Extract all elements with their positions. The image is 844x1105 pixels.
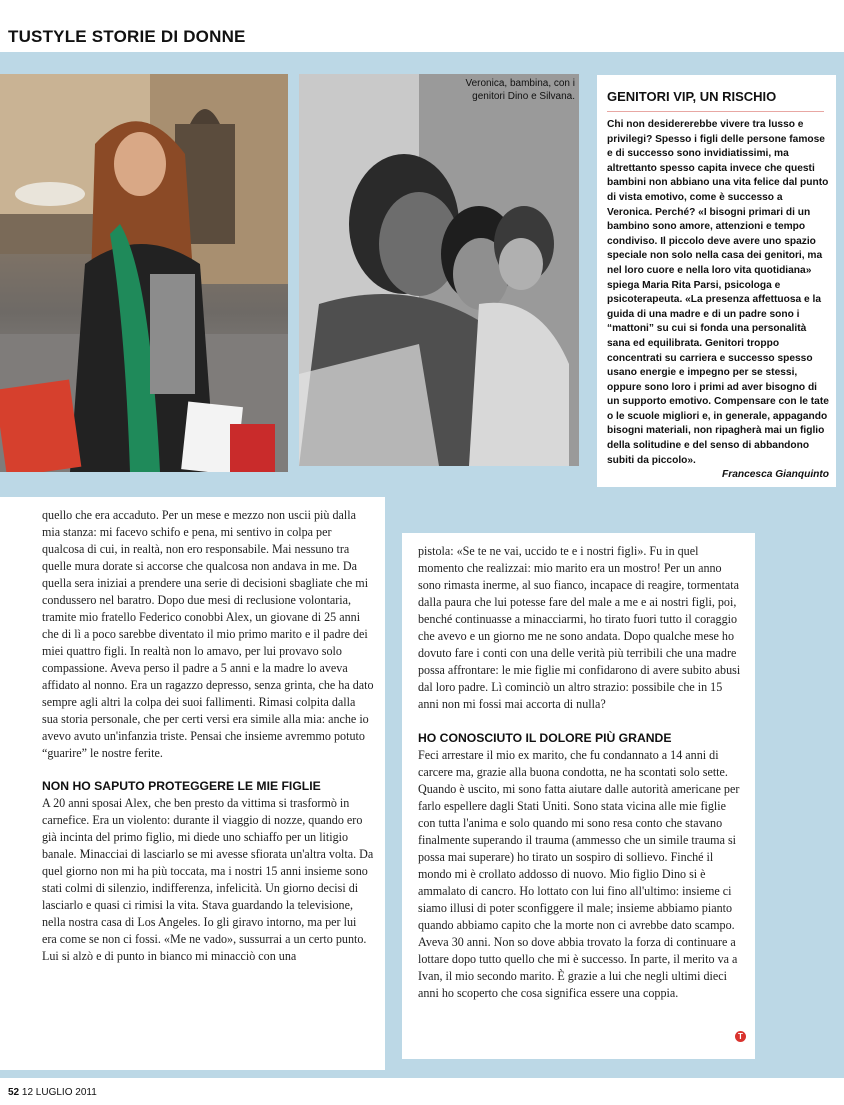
page-number: 52 [8, 1087, 20, 1098]
article-subheading: HO CONOSCIUTO IL DOLORE PIÙ GRANDE [418, 731, 672, 745]
background-panel-bottom-strip [0, 1070, 844, 1078]
sidebar-author: Francesca Gianquinto [722, 469, 829, 481]
article-paragraph: A 20 anni sposai Alex, che ben presto da vittima si trasformò in carnefice. Era un violento: durante il viaggio di nozze, quando ero già incinta del primo figlio, mi diede uno schiaffo per un litigio banale. Minacciai di lasciarlo se mi avesse sfiorata un'altra volta. Da quel giorno non mi ha più toccata, ma i nostri 15 anni insieme sono stati colmi di silenzio, indifferenza, infelicità. Un giorno decisi di lasciarlo e quasi ci rimisi la vita. Stava guardando la televisione, nella nostra casa di Los Angeles. Io gli giravo intorno, ma per lui era come se non ci fossi. «Me ne vado», sussurrai a un certo punto. Lui si alzò e di punto in bianco mi minacciò con una [42, 796, 374, 963]
photo-caption: Veronica, bambina, con i genitori Dino e Silvana. [465, 78, 575, 102]
sidebar-title: GENITORI VIP, UN RISCHIO [607, 89, 777, 104]
photo-family-bw-illustration [299, 74, 579, 466]
article-column-right [402, 533, 755, 1059]
photo-woman-shopping-illustration [0, 74, 288, 472]
article-paragraph: Feci arrestare il mio ex marito, che fu condannato a 14 anni di carcere ma, grazie alla buona condotta, ne ha scontati solo sette. Quando è uscito, mi sono fatta aiutare dalle autorità americane per farlo espellere dagli Stati Uniti. Sono stata vicina alle mie figlie con tutta l'anima e solo quando mi sono resa conto che stavano finalmente superando il trauma (ammesso che un simile trauma si possa mai superare) ho tirato un sospiro di sollievo. Finché il mondo mi è crollato addosso di nuovo. Mio figlio Dino si è ammalato di cancro. Ho lottato con lui fino all'ultimo: insieme ci siamo illusi di poter sconfiggere il male; insieme abbiamo pianto quando abbiamo capito che la morte non ci avrebbe dato scampo. Aveva 30 anni. Non so dove abbia trovato la forza di continuare a lottare dopo tutto quello che mi è successo. In parte, il merito va a Ivan, il mio secondo marito. È grazie a lui che negli ultimi dieci anni ho scoperto che cosa significa essere una coppia. [418, 748, 740, 1000]
page-footer [8, 1087, 97, 1098]
sidebar-text: Chi non desidererebbe vivere tra lusso e privilegi? Spesso i figli delle persone famose e di successo sono invidiatissimi, ma altrettanto spesso capita invece che questi bambini non abbiano una vita felice dal punto di vista emotivo, come è successo a Veronica. Perché? «I bisogni primari di un bambino sono amore, attenzioni e tempo condiviso. Il piccolo deve avere uno spazio speciale non solo nella casa dei genitori, ma nel loro cuore e nella loro vita quotidiana» spiega Maria Rita Parsi, psicologa e psicoterapeuta. «La presenza affettuosa e la guida di una madre e di un padre sono i “mattoni” su cui si fonda una personalità sana ed equilibrata. Genitori troppo concentrati su carriera e successo spesso usano energie e impegno per se stessi, oppure sono loro i primi ad aver bisogno di un supporto emotivo. Compensare con le tate o le scuole migliori e, in generale, appagando bisogni materiali, non ripagherà mai un figlio della solitudine e del senso di abbandono subiti da piccolo». [607, 119, 829, 466]
article-column-left [26, 497, 385, 1070]
article-subheading: NON HO SAPUTO PROTEGGERE LE MIE FIGLIE [42, 779, 321, 793]
photo-woman-shopping [0, 74, 288, 472]
end-mark-icon: T [735, 1031, 746, 1042]
article-paragraph: quello che era accaduto. Per un mese e mezzo non uscii più dalla mia stanza: mi facevo schifo e pena, mi sentivo in colpa per qualcosa di cui, in realtà, non ero responsabile. Mai nessuno tra quelle mura dorate si accorse che qualcosa non andava in me. Da quella sera iniziai a prendere una serie di decisioni sbagliate che mi condussero nel baratro. Dopo due mesi di reclusione volontaria, tramite mio fratello Federico conobbi Alex, un giovane di 25 anni che di lì a poco sarebbe diventato il mio primo marito e il padre dei miei quattro figli. In realtà non lo amavo, per lui provavo solo compassione. Aveva perso il padre a 5 anni e la madre lo aveva affidato al nonno. Era un ragazzo depresso, senza grinta, che ha dato sempre agli altri la colpa dei suoi fallimenti. Rimasi colpita dalla sua storia personale, che per certi versi era simile alla mia: anche io avevo avuto un'infanzia triste. Pensai che insieme avremmo potuto “guarire” le nostre ferite. [42, 508, 374, 760]
article-paragraph: pistola: «Se te ne vai, uccido te e i nostri figli». Fu in quel momento che realizzai: mio marito era un mostro! Per un anno sono rimasta inerme, al suo fianco, incapace di reagire, tormentata dalla paura che lui potesse fare del male a me e ai nostri figli, poi, benché continuasse a minacciarmi, ho tirato fuori tutto il coraggio che avevo e un giorno me ne sono andata. Dopo qualche mese ho dovuto fare i conti con una delle verità più terribili che una madre possa affrontare: le mie figlie mi confidarono di avere subito abusi dal loro padre. Lì cominciò un altro strazio: possibile che in 15 anni non mi fossi mai accorta di nulla? [418, 544, 741, 711]
sidebar-divider [607, 111, 824, 112]
photo-family-bw [299, 74, 579, 466]
sidebar-box [597, 75, 836, 487]
section-header: TUSTYLE STORIE DI DONNE [8, 27, 246, 46]
issue-date: 12 LUGLIO 2011 [21, 1087, 97, 1098]
sidebar-body [607, 118, 829, 483]
